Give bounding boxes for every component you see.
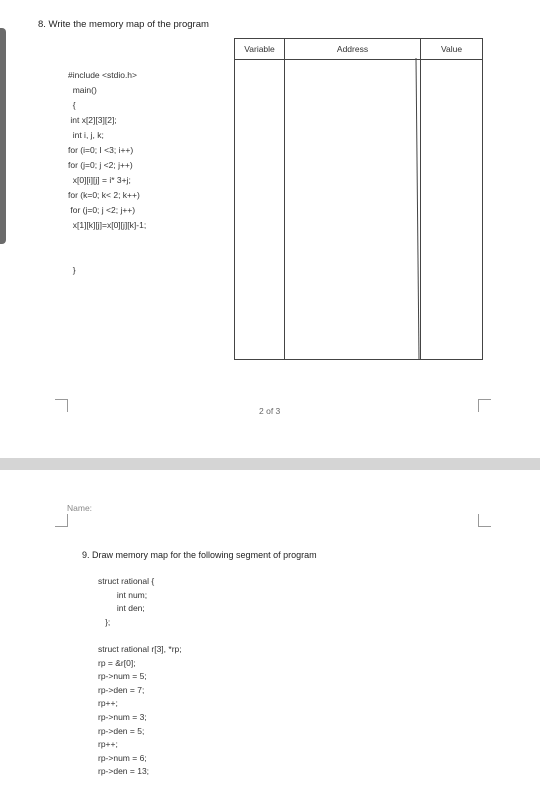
question-9-title: 9. Draw memory map for the following segment of program <box>82 550 317 560</box>
code-line <box>98 629 182 643</box>
code-line: x[0][i][j] = i* 3+j; <box>68 175 131 185</box>
code-line: int i, j, k; <box>68 130 104 140</box>
struct-code <box>98 575 182 779</box>
code-line: { <box>68 100 76 110</box>
code-line: main() <box>68 85 97 95</box>
code-line: } <box>68 265 76 275</box>
code-line: rp->num = 6; <box>98 752 147 763</box>
code-line: rp->den = 5; <box>98 725 145 736</box>
code-line: for (i=0; I <3; i++) <box>68 145 134 155</box>
code-line: rp++; <box>98 739 118 750</box>
variable-header: Variable <box>235 39 285 60</box>
value-header: Value <box>421 39 483 60</box>
code-line: int num; <box>98 589 148 600</box>
code-line: struct rational { <box>98 576 155 586</box>
scroll-handle[interactable] <box>0 28 6 244</box>
document-page-3 <box>0 470 540 796</box>
code-line: for (j=0; j <2; j++) <box>68 205 136 215</box>
code-line: rp++; <box>98 698 118 709</box>
code-line: struct rational r[3], *rp; <box>98 643 182 654</box>
page-corner-mark <box>478 514 491 527</box>
code-line: #include <stdio.h> <box>68 70 137 80</box>
page-number: 2 of 3 <box>259 406 281 416</box>
code-line: int den; <box>98 603 145 614</box>
code-line: rp = &r[0]; <box>98 657 136 668</box>
page-corner-mark <box>55 399 68 412</box>
code-line: x[1][k][j]=x[0][j][k]-1; <box>68 220 147 230</box>
code-line: rp->num = 5; <box>98 671 147 682</box>
address-header: Address <box>285 39 421 60</box>
code-line: rp->den = 13; <box>98 766 150 777</box>
code-line: rp->num = 3; <box>98 711 147 722</box>
code-line: }; <box>98 616 111 627</box>
name-label: Name: <box>67 503 93 513</box>
code-line: for (j=0; j <2; j++) <box>68 160 133 170</box>
code-line: rp->den = 7; <box>98 684 145 695</box>
code-line: for (k=0; k< 2; k++) <box>68 190 140 200</box>
question-8-title: 8. Write the memory map of the program <box>38 19 209 30</box>
page-corner-mark <box>55 514 68 527</box>
code-line: int x[2][3][2]; <box>68 115 117 125</box>
page-corner-mark <box>478 399 491 412</box>
